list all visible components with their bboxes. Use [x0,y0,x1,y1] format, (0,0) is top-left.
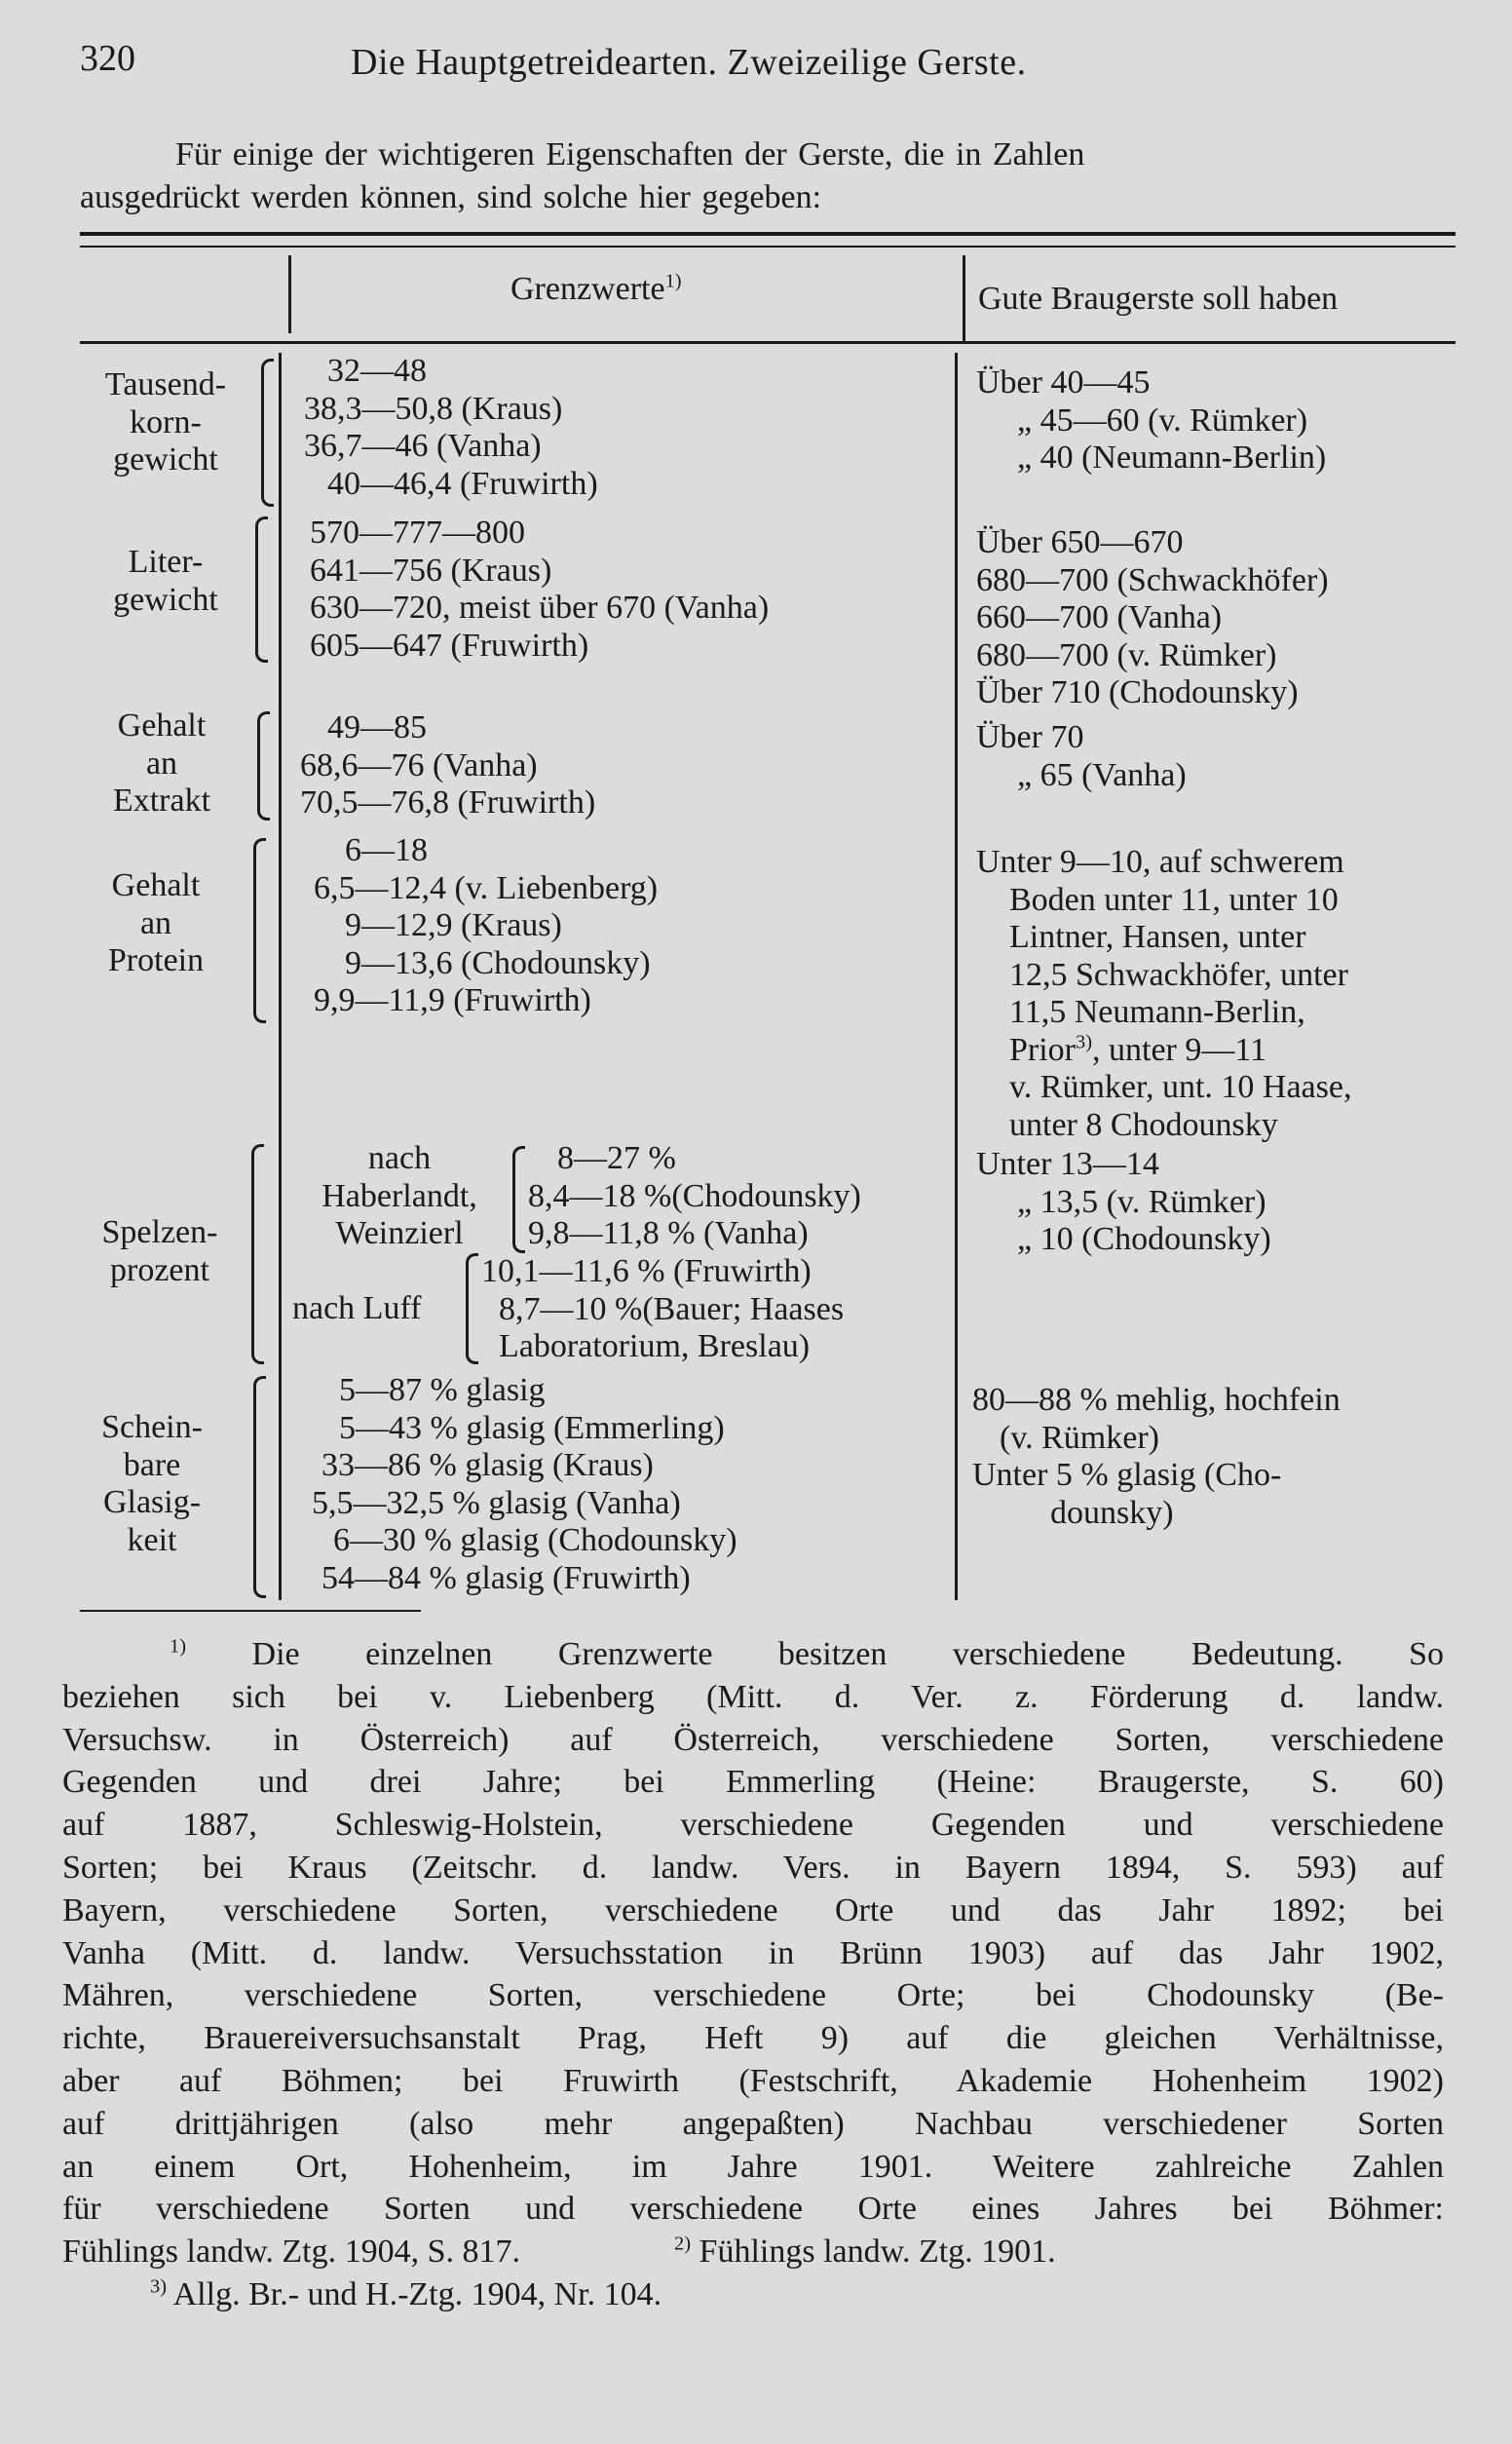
spelzen-lead-haberlandt: nach Haberlandt, Weinzierl [321,1140,477,1251]
spelzen-lead-luff: nach Luff [292,1290,422,1326]
good-thousand-kernel-weight: Über 40—45 „ 45—60 (v. Rümker) „ 40 (Neumann-Berlin) [976,364,1327,476]
column-divider-left-body [279,353,282,1600]
good-extract-content: Über 70 „ 65 (Vanha) [976,719,1187,793]
footnote-1-line: Versuchsw. in Österreich) auf Österreich, verschiedene Sorten, verschiedene [62,1721,1444,1758]
footnote-3: $^{3)}$ Allg. Br.- und H.-Ztg. 1904, Nr. 104. [150,2275,662,2312]
brace [253,1376,266,1598]
footnote-ref-3: 3) [1076,1031,1092,1053]
footnote-1-line: beziehen sich bei v. Liebenberg (Mitt. d. Ver. z. Förderung d. landw. [62,1678,1444,1715]
column-divider-right-body [955,353,958,1600]
brace [255,516,268,663]
limits-apparent-glassiness: 5—87 % glasig 5—43 % glasig (Emmerling) 33—86 % glasig (Kraus) 5,5—32,5 % glasig (Vanha) 6—30 % glasig (Chodounsky) 54—84 % glasig (Fruwirth) [312,1372,737,1596]
brace [512,1146,525,1253]
row-label-thousand-kernel-weight: Tausend- korn- gewicht [104,366,227,477]
brace [261,359,274,507]
row-label-extract-content: Gehalt an Extrakt [112,707,211,819]
brace [251,1144,264,1364]
row-label-protein-content: Gehalt an Protein [107,867,205,978]
footnote-1-line: aber auf Böhmen; bei Fruwirth (Festschrift, Akademie Hohenheim 1902) [62,2062,1444,2099]
footnote-1-line: Vanha (Mitt. d. landw. Versuchsstation in Brünn 1903) auf das Jahr 1902, [62,1934,1444,1971]
running-title: Die Hauptgetreidearten. Zweizeilige Gerste. [351,42,1027,83]
good-apparent-glassiness: 80—88 % mehlig, hochfein (v. Rümker) Unter 5 % glasig (Cho- dounsky) [972,1382,1341,1531]
good-husk-percentage: Unter 13—14 „ 13,5 (v. Rümker) „ 10 (Chodounsky) [976,1146,1271,1257]
footnote-1-line: $^{1)}$ Die einzelnen Grenzwerte besitzen verschiedene Bedeutung. So [170,1635,1445,1672]
intro-line-2: ausgedrückt werden können, sind solche hier gegeben: [80,179,822,215]
footnote-1-line: auf drittjährigen (also mehr angepaßten) Nachbau verschiedener Sorten [62,2105,1444,2142]
footnote-rule [80,1610,421,1612]
brace [466,1253,478,1364]
footnote-1 [62,1633,1444,2316]
intro-line-1: Für einige der wichtigeren Eigenschaften der Gerste, die in Zahlen [175,136,1085,172]
spelzen-values-haberlandt: 8—27 % 8,4—18 %(Chodounsky) 9,8—11,8 % (Vanha) [528,1140,861,1251]
table-top-rule-thin [80,246,1455,248]
footnote-1-line: auf 1887, Schleswig-Holstein, verschiedene Gegenden und verschiedene [62,1807,1444,1844]
limits-thousand-kernel-weight: 32—48 38,3—50,8 (Kraus) 36,7—46 (Vanha) 40—46,4 (Fruwirth) [304,353,598,502]
footnote-1-line: Gegenden und drei Jahre; bei Emmerling (Heine: Braugerste, S. 60) [62,1764,1444,1801]
good-protein-content: Unter 9—10, auf schwerem Boden unter 11, unter 10 Lintner, Hansen, unter 12,5 Schwackhöfer, unter 11,5 Neumann-Berlin, Prior$^{3)}$, unter 9—11 v. Rümker, unt. 10 Haase, unter 8 Chodounsky [976,844,1352,1143]
column-header-good: Gute Braugerste soll haben [978,281,1339,317]
column-divider-right [963,255,965,341]
footnote-1-line: Fühlings landw. Ztg. 1904, S. 817. $^{2)}$ Fühlings landw. Ztg. 1901. [62,2233,1056,2271]
limits-liter-weight: 570—777—800 641—756 (Kraus) 630—720, meist über 670 (Vanha) 605—647 (Fruwirth) [310,515,770,664]
row-label-apparent-glassiness: Schein- bare Glasig- keit [101,1409,203,1558]
spelzen-values-luff: 10,1—11,6 % (Fruwirth) 8,7—10 %(Bauer; Haases Laboratorium, Breslau) [481,1253,845,1364]
footnote-1-line: Sorten; bei Kraus (Zeitschr. d. landw. Vers. in Bayern 1894, S. 593) auf [62,1849,1444,1886]
good-liter-weight: Über 650—670 680—700 (Schwackhöfer) 660—700 (Vanha) 680—700 (v. Rümker) Über 710 (Chodounsky) [976,524,1329,710]
footnote-1-line: Mähren, verschiedene Sorten, verschiedene Orte; bei Chodounsky (Be- [62,1977,1444,2014]
footnote-ref-1: 1) [664,270,682,292]
limits-protein-content: 6—18 6,5—12,4 (v. Liebenberg) 9—12,9 (Kraus) 9—13,6 (Chodounsky) 9,9—11,9 (Fruwirth) [314,832,659,1018]
brace [253,838,266,1023]
column-header-limits: Grenzwerte$^{1)}$ [510,270,682,307]
row-label-liter-weight: Liter- gewicht [113,544,218,618]
footnote-1-line: an einem Ort, Hohenheim, im Jahre 1901. Weitere zahlreiche Zahlen [62,2148,1444,2185]
footnote-1-line: Bayern, verschiedene Sorten, verschiedene Orte und das Jahr 1892; bei [62,1891,1444,1928]
table-top-rule-thick [80,232,1455,236]
limits-extract-content: 49—85 68,6—76 (Vanha) 70,5—76,8 (Fruwirth) [300,709,596,821]
table-header-rule [80,341,1455,344]
page-number: 320 [80,38,135,79]
column-divider-left [288,255,291,333]
brace [257,711,270,821]
row-label-husk-percentage: Spelzen- prozent [101,1214,218,1288]
footnote-1-line: für verschiedene Sorten und verschiedene Orte eines Jahres bei Böhmer: [62,2191,1444,2228]
footnote-2: $^{2)}$ Fühlings landw. Ztg. 1901. [674,2233,1056,2271]
footnote-1-line: richte, Brauereiversuchsanstalt Prag, Heft 9) auf die gleichen Verhältnisse, [62,2020,1444,2057]
